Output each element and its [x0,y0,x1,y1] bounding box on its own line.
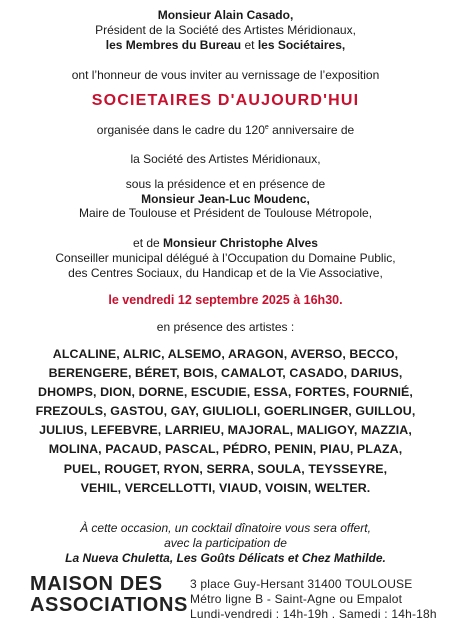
mayor-name: Monsieur Jean-Luc Moudenc, [141,192,310,206]
venue-details [190,577,437,622]
venue-line-2: ASSOCIATIONS [30,594,188,616]
members-line: les Membres du Bureau et les Sociétaires, [105,38,346,52]
exhibition-title: SOCIETAIRES D'AUJOURD'HUI [91,92,360,109]
venue-metro: Métro ligne B - Saint-Agne ou Empalot [190,592,403,606]
second-guest-title-2: des Centres Sociaux, du Handicap et de la Vie Associative, [68,266,383,280]
cocktail-line-1: À cette occasion, un cocktail dînatoire vous sera offert, [80,521,371,535]
host-title: Président de la Société des Artistes Méridionaux, [95,23,356,37]
invite-text: ont l’honneur de vous inviter au vernissage de l’exposition [71,68,380,82]
artists-line: DHOMPS, DION, DORNE, ESCUDIE, ESSA, FORTES, FOURNIÉ, [38,385,413,399]
society-line: la Société des Artistes Méridionaux, [130,152,321,166]
cocktail-line-3: La Nueva Chuletta, Les Goûts Délicats et Chez Mathilde. [65,551,386,565]
artists-line: FREZOULS, GASTOU, GAY, GIULIOLI, GOERLINGER, GUILLOU, [35,404,416,418]
venue-line-1: MAISON DES [30,573,163,595]
artists-line: MOLINA, PACAUD, PASCAL, PÉDRO, PENIN, PIAU, PLAZA, [48,442,403,456]
mayor-title: Maire de Toulouse et Président de Toulouse Métropole, [78,206,373,220]
artists-line: JULIUS, LEFEBVRE, LARRIEU, MAJORAL, MALIGOY, MAZZIA, [39,423,412,437]
organised-line: organisée dans le cadre du 120e anniversaire de [96,123,355,137]
artists-line: ALCALINE, ALRIC, ALSEMO, ARAGON, AVERSO, BECCO, [52,347,399,361]
host-name: Monsieur Alain Casado, [157,8,294,22]
second-guest-title-1: Conseiller municipal délégué à l’Occupation du Domaine Public, [55,251,396,265]
artists-intro: en présence des artistes : [156,320,295,334]
venue-hours: Lundi-vendredi : 14h-19h . Samedi : 14h-18h [190,607,437,621]
artists-line: VEHIL, VERCELLOTTI, VIAUD, VOISIN, WELTER. [80,481,371,495]
venue-name [30,574,188,616]
venue-address: 3 place Guy-Hersant 31400 TOULOUSE [190,577,413,591]
presidency-intro: sous la présidence et en présence de [125,177,326,191]
artists-line: BERENGERE, BÉRET, BOIS, CAMALOT, CASADO, DARIUS, [48,366,403,380]
cocktail-line-2: avec la participation de [164,536,287,550]
second-guest-line: et de Monsieur Christophe Alves [133,236,318,250]
event-date: le vendredi 12 septembre 2025 à 16h30. [108,293,343,307]
artists-line: PUEL, ROUGET, RYON, SERRA, SOULA, TEYSSEYRE, [63,462,388,476]
